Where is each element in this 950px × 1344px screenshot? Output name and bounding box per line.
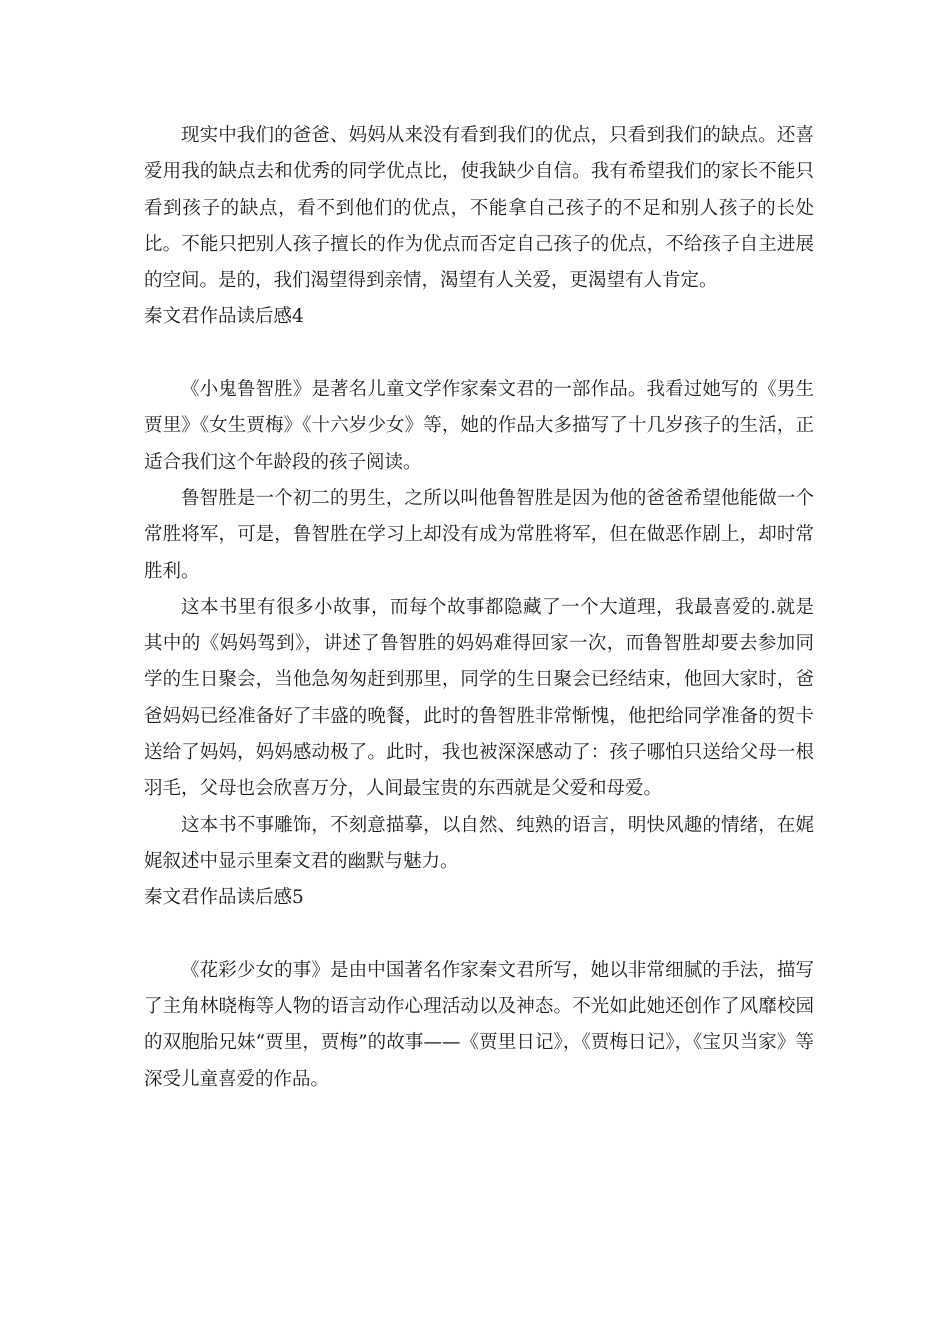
- blank-line: [144, 336, 814, 372]
- paragraph-character-intro: 鲁智胜是一个初二的男生，之所以叫他鲁智胜是因为他的爸爸希望他能做一个常胜将军，可是，鲁智胜在学习上却没有成为常胜将军，但在做恶作剧上，却时常胜利。: [144, 487, 814, 582]
- blank-line: [144, 917, 814, 953]
- paragraph-book-intro: 《小鬼鲁智胜》是著名儿童文学作家秦文君的一部作品。我看过她写的《男生贾里》《女生贾梅》《十六岁少女》等，她的作品大多描写了十几岁孩子的生活，正适合我们这个年龄段的孩子阅读。: [144, 379, 814, 473]
- paragraph-favorite-story: 这本书里有很多小故事，而每个故事都隐藏了一个大道理，我最喜爱的.就是其中的《妈妈驾到》，讲述了鲁智胜的妈妈难得回家一次，而鲁智胜却要去参加同学的生日聚会，当他急匆匆赶到那里，同学的生日聚会已经结束，他回大家时，爸爸妈妈已经准备好了丰盛的晚餐，此时的鲁智胜非常惭愧，他把给同学准备的贺卡送给了妈妈，妈妈感动极了。此时，我也被深深感动了：孩子哪怕只送给父母一根羽毛，父母也会欣喜万分，人间最宝贵的东西就是父爱和母爱。: [144, 596, 814, 800]
- paragraph-parents-view: 现实中我们的爸爸、妈妈从来没有看到我们的优点，只看到我们的缺点。还喜爱用我的缺点去和优秀的同学优点比，使我缺少自信。我有希望我们的家长不能只看到孩子的缺点，看不到他们的优点，不能拿自己孩子的不足和别人孩子的长处比。不能只把别人孩子擅长的作为优点而否定自己孩子的优点，不给孩子自主进展的空间。是的，我们渴望得到亲情，渴望有人关爱，更渴望有人肯定。: [144, 125, 814, 292]
- paragraph-writing-style: 这本书不事雕饰，不刻意描摹，以自然、纯熟的语言，明快风趣的情绪，在娓娓叙述中显示里秦文君的幽默与魅力。: [144, 814, 814, 872]
- section-heading-5: 秦文君作品读后感5: [144, 887, 304, 909]
- paragraph-colorful-girl: 《花彩少女的事》是由中国著名作家秦文君所写，她以非常细腻的手法，描写了主角林晓梅等人物的语言动作心理活动以及神态。不光如此她还创作了风靡校园的双胞胎兄妹“贾里，贾梅”的故事——《贾里日记》，《贾梅日记》，《宝贝当家》等深受儿童喜爱的作品。: [144, 959, 814, 1090]
- section-heading-4: 秦文君作品读后感4: [144, 306, 304, 328]
- document-body: [144, 118, 814, 1098]
